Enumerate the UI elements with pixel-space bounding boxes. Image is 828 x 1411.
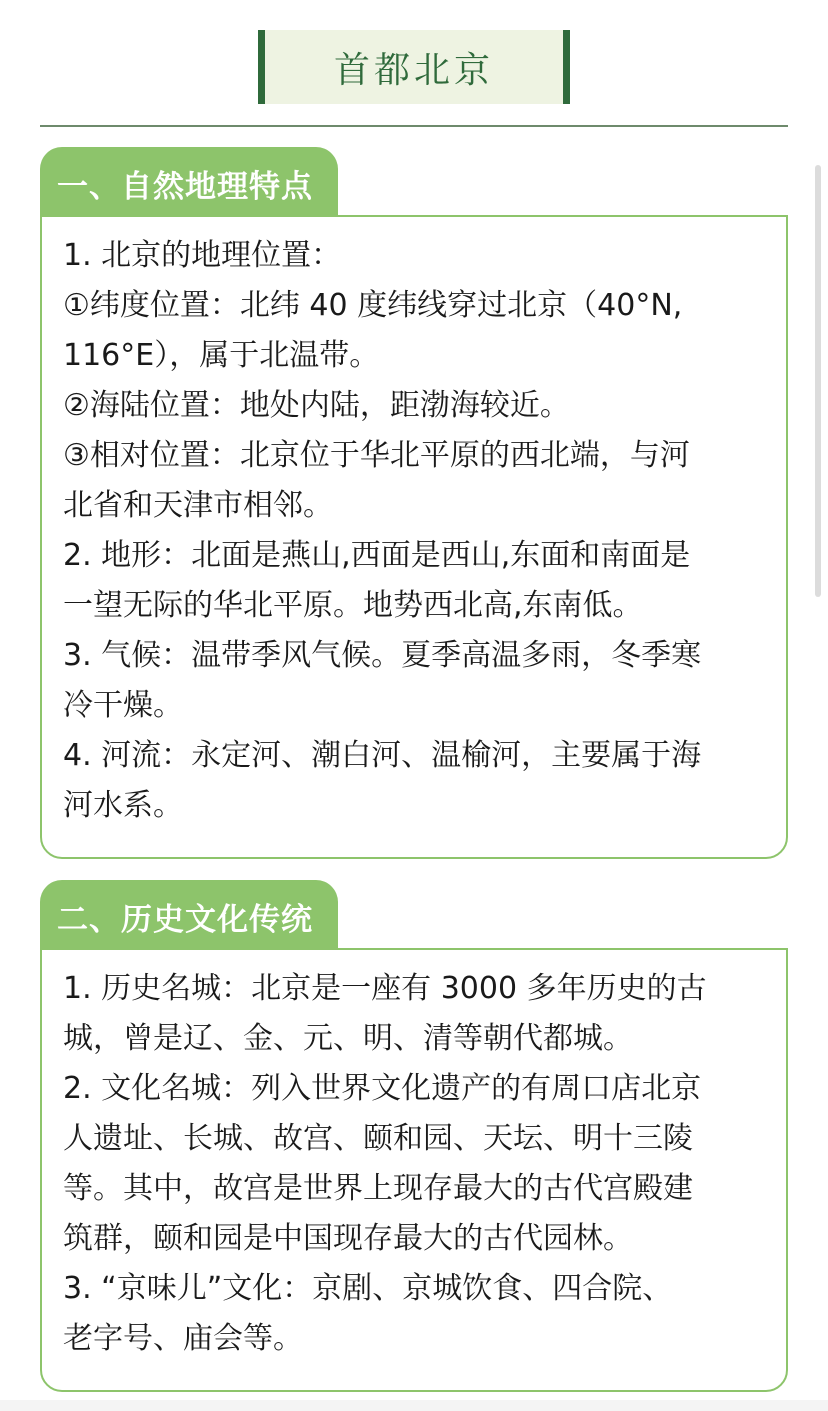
content-line: 筑群，颐和园是中国现存最大的古代园林。 — [63, 1221, 633, 1256]
section-content-box — [40, 948, 788, 1392]
content-line: 1. 历史名城：北京是一座有 3000 多年历史的古 — [63, 971, 707, 1006]
section-heading-tab — [40, 880, 338, 952]
section-heading: 二、历史文化传统 — [57, 901, 313, 938]
content-line: ②海陆位置：地处内陆，距渤海较近。 — [63, 388, 570, 423]
content-line: 1. 北京的地理位置： — [63, 238, 342, 273]
content-line: 2. 地形：北面是燕山,西面是西山,东面和南面是 — [63, 538, 691, 573]
section-heading-tab — [40, 147, 338, 219]
content-line: 北省和天津市相邻。 — [63, 488, 333, 523]
content-line: ③相对位置：北京位于华北平原的西北端，与河 — [63, 438, 690, 473]
content-line: 3. “京味儿”文化：京剧、京城饮食、四合院、 — [63, 1271, 673, 1306]
content-line: 3. 气候：温带季风气候。夏季高温多雨，冬季寒 — [63, 638, 702, 673]
content-line: ①纬度位置：北纬 40 度纬线穿过北京（40°N, — [63, 288, 683, 323]
section-heading: 一、自然地理特点 — [57, 168, 313, 205]
scrollbar[interactable] — [815, 165, 821, 597]
section-content-box — [40, 215, 788, 859]
content-line: 老字号、庙会等。 — [63, 1321, 303, 1356]
page-title-banner — [258, 30, 570, 104]
content-line: 一望无际的华北平原。地势西北高,东南低。 — [63, 588, 643, 623]
page-title: 首都北京 — [333, 49, 494, 91]
content-line: 4. 河流：永定河、潮白河、温榆河，主要属于海 — [63, 738, 702, 773]
content-line: 城，曾是辽、金、元、明、清等朝代都城。 — [63, 1021, 633, 1056]
content-line: 等。其中，故宫是世界上现存最大的古代宫殿建 — [63, 1171, 693, 1206]
bottom-edge — [0, 1400, 828, 1411]
content-line: 人遗址、长城、故宫、颐和园、天坛、明十三陵 — [63, 1121, 693, 1156]
content-line: 2. 文化名城：列入世界文化遗产的有周口店北京 — [63, 1071, 702, 1106]
content-line: 河水系。 — [63, 788, 183, 823]
title-divider — [40, 125, 788, 127]
content-line: 冷干燥。 — [63, 688, 183, 723]
content-line: 116°E），属于北温带。 — [63, 338, 380, 373]
